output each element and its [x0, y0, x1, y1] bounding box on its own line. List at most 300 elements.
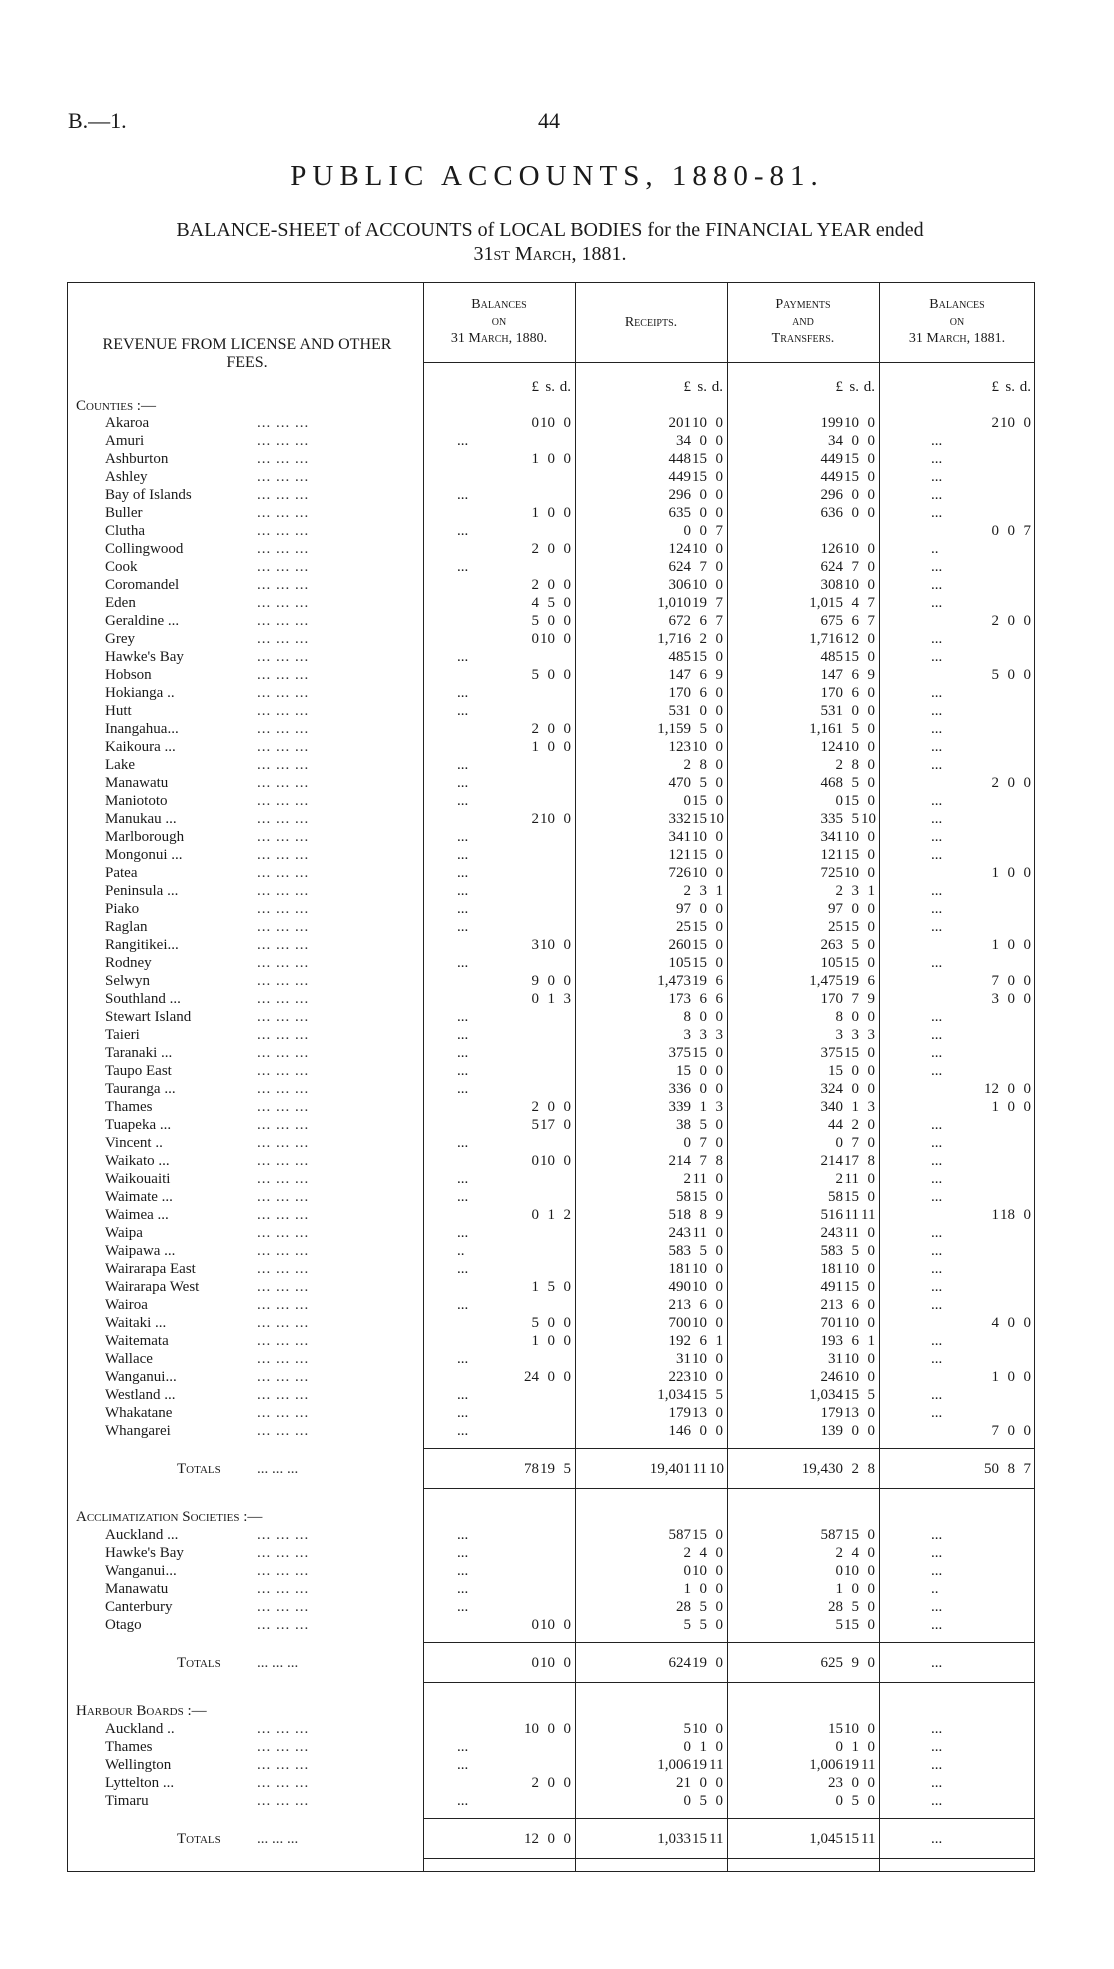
pounds-value: 0: [531, 1153, 539, 1169]
cell-receipts: [575, 1080, 727, 1098]
cell-bal1881: [879, 864, 1035, 882]
cell-bal1881: [879, 918, 1035, 936]
pence-value: 0: [1023, 937, 1031, 953]
col-bal2-line-3: 31 March, 1881.: [908, 331, 1006, 346]
unit-shilling: s.: [1005, 379, 1015, 395]
cell-text: ...: [931, 811, 943, 827]
leader-dots: ... ... ...: [257, 793, 310, 809]
shillings-value: 19: [692, 1757, 707, 1773]
shillings-value: 10: [844, 829, 859, 845]
shillings-value: 3: [699, 883, 707, 899]
pence-value: 0: [867, 1045, 875, 1061]
pence-value: 0: [563, 937, 571, 953]
pence-value: 0: [715, 631, 723, 647]
leader-dots: ... ... ...: [257, 1099, 310, 1115]
cell-payments: [727, 540, 879, 558]
local-body-name: Hawke's Bay: [105, 649, 184, 665]
table-row: [67, 1260, 1035, 1278]
pounds-value: 5: [531, 613, 539, 629]
cell-bal1881: [879, 1774, 1035, 1792]
pounds-value: 3: [683, 1027, 691, 1043]
pounds-value: 19,401: [649, 1461, 691, 1477]
cell-text: ...: [931, 1045, 943, 1061]
pounds-value: 0: [531, 631, 539, 647]
local-body-name: Waikouaiti: [105, 1171, 171, 1187]
pence-value: 0: [867, 1063, 875, 1079]
leader-dots: ... ... ...: [257, 1315, 310, 1331]
local-body-name: Piako: [105, 901, 140, 917]
local-body-name: Wanganui...: [105, 1563, 177, 1579]
pounds-value: 15: [676, 1063, 691, 1079]
leader-dots: ... ... ...: [257, 1793, 310, 1809]
pounds-value: 2: [835, 1171, 843, 1187]
shillings-value: 0: [1007, 667, 1015, 683]
pence-value: 0: [563, 1117, 571, 1133]
shillings-value: 10: [540, 1617, 555, 1633]
leader-dots: ... ... ...: [257, 559, 310, 575]
pounds-value: 2: [531, 577, 539, 593]
leader-dots: ... ... ...: [257, 433, 310, 449]
table-row: [67, 1062, 1035, 1080]
cell-bal1880: [423, 1152, 575, 1170]
shillings-value: 15: [844, 955, 859, 971]
pounds-value: 0: [683, 523, 691, 539]
cell-text: ...: [931, 1063, 943, 1079]
cell-text: ...: [931, 901, 943, 917]
shillings-value: 10: [692, 1261, 707, 1277]
shillings-value: 1: [547, 991, 555, 1007]
cell-bal1880: [423, 792, 575, 810]
pence-value: 0: [563, 631, 571, 647]
pounds-value: 1: [531, 505, 539, 521]
shillings-value: 0: [547, 577, 555, 593]
cell-bal1881: [879, 990, 1035, 1008]
pounds-value: 201: [668, 415, 691, 431]
pounds-value: 335: [820, 811, 843, 827]
table-row: [67, 1422, 1035, 1440]
pounds-value: 5: [683, 1721, 691, 1737]
shillings-value: 15: [692, 919, 707, 935]
cell-bal1880: [423, 1026, 575, 1044]
table-row: [67, 522, 1035, 540]
pence-value: 0: [867, 1775, 875, 1791]
cell-payments: [727, 1526, 879, 1544]
cell-text: ...: [931, 595, 943, 611]
totals-top-rule: [423, 1642, 1035, 1643]
table-row: [67, 1368, 1035, 1386]
pence-value: 0: [867, 1405, 875, 1421]
cell-payments: [727, 1008, 879, 1026]
pounds-value: 587: [668, 1527, 691, 1543]
leader-dots: ... ... ...: [257, 937, 310, 953]
pence-value: 1: [867, 883, 875, 899]
pence-value: 0: [563, 1655, 571, 1671]
shillings-value: 1: [851, 1099, 859, 1115]
cell-payments: [727, 756, 879, 774]
pence-value: 0: [715, 829, 723, 845]
cell-bal1880: [423, 1720, 575, 1738]
pence-value: 0: [715, 433, 723, 449]
local-body-name: Inangahua...: [105, 721, 179, 737]
table-row: [67, 774, 1035, 792]
cell-payments: [727, 882, 879, 900]
leader-dots: ... ... ...: [257, 919, 310, 935]
pence-value: 7: [1023, 1461, 1031, 1477]
shillings-value: 5: [699, 721, 707, 737]
cell-text: ..: [457, 1243, 465, 1259]
cell-bal1880: [423, 1008, 575, 1026]
pounds-value: 2: [531, 721, 539, 737]
cell-text: ...: [931, 1027, 943, 1043]
cell-bal1881: [879, 1368, 1035, 1386]
pounds-value: 3: [991, 991, 999, 1007]
table-row: [67, 1332, 1035, 1350]
pence-value: 0: [563, 739, 571, 755]
shillings-value: 10: [692, 577, 707, 593]
cell-bal1880: [423, 1460, 575, 1478]
shillings-value: 1: [547, 1207, 555, 1223]
pounds-value: 2: [991, 775, 999, 791]
cell-receipts: [575, 1526, 727, 1544]
cell-bal1880: [423, 810, 575, 828]
table-row: [67, 1720, 1035, 1738]
section-heading-text: Harbour Boards :—: [76, 1703, 207, 1719]
pence-value: 0: [1023, 1207, 1031, 1223]
pounds-value: 8: [835, 1009, 843, 1025]
cell-text: ...: [457, 1027, 469, 1043]
shillings-value: 19: [692, 595, 707, 611]
cell-receipts: [575, 1616, 727, 1634]
pence-value: 0: [867, 721, 875, 737]
cell-bal1881: [879, 1242, 1035, 1260]
cell-bal1880: [423, 450, 575, 468]
pounds-value: 341: [668, 829, 691, 845]
cell-text: ...: [931, 1351, 943, 1367]
cell-bal1881: [879, 1026, 1035, 1044]
pounds-value: 0: [683, 1135, 691, 1151]
pounds-value: 672: [668, 613, 691, 629]
shillings-value: 18: [1000, 1207, 1015, 1223]
cell-bal1880: [423, 882, 575, 900]
cell-receipts: [575, 702, 727, 720]
leader-dots: ... ... ...: [257, 847, 310, 863]
pence-value: 0: [715, 1581, 723, 1597]
leader-dots: ... ... ...: [257, 901, 310, 917]
pence-value: 10: [709, 811, 724, 827]
pounds-value: 214: [668, 1153, 691, 1169]
pence-value: 11: [861, 1831, 876, 1847]
pounds-value: 332: [668, 811, 691, 827]
pence-value: 0: [867, 1739, 875, 1755]
shillings-value: 6: [851, 685, 859, 701]
cell-bal1880: [423, 630, 575, 648]
leader-dots: ... ... ...: [257, 1279, 310, 1295]
shillings-value: 6: [699, 685, 707, 701]
shillings-value: 0: [547, 667, 555, 683]
cell-payments: [727, 450, 879, 468]
local-body-name: Raglan: [105, 919, 148, 935]
pence-value: 0: [1023, 1099, 1031, 1115]
local-body-name: Cook: [105, 559, 138, 575]
pence-value: 0: [563, 1279, 571, 1295]
cell-payments: [727, 468, 879, 486]
shillings-value: 15: [692, 847, 707, 863]
cell-receipts: [575, 1544, 727, 1562]
pence-value: 0: [867, 865, 875, 881]
table-row: [67, 612, 1035, 630]
pence-value: 0: [715, 685, 723, 701]
shillings-value: 10: [692, 1279, 707, 1295]
pence-value: 0: [867, 649, 875, 665]
pence-value: 0: [867, 451, 875, 467]
pounds-value: 587: [820, 1527, 843, 1543]
cell-receipts: [575, 1152, 727, 1170]
pounds-value: 2: [835, 757, 843, 773]
shillings-value: 5: [851, 811, 859, 827]
cell-text: ...: [457, 703, 469, 719]
pence-value: 7: [715, 523, 723, 539]
cell-bal1880: [423, 1830, 575, 1848]
shillings-value: 0: [1007, 1423, 1015, 1439]
cell-text: ...: [931, 1739, 943, 1755]
cell-payments: [727, 432, 879, 450]
cell-bal1881: [879, 504, 1035, 522]
shillings-value: 0: [547, 721, 555, 737]
local-body-name: Kaikoura ...: [105, 739, 176, 755]
shillings-value: 10: [844, 1369, 859, 1385]
table-row: [67, 414, 1035, 432]
shillings-value: 5: [851, 1599, 859, 1615]
pence-value: 0: [715, 937, 723, 953]
cell-receipts: [575, 1580, 727, 1598]
pounds-value: 1,045: [809, 1831, 843, 1847]
totals-label: Totals: [177, 1831, 221, 1847]
pence-value: 0: [563, 1333, 571, 1349]
totals-bottom-rule: [423, 1682, 1035, 1683]
cell-text: ...: [457, 1581, 469, 1597]
local-body-name: Peninsula ...: [105, 883, 179, 899]
leader-dots: ... ... ...: [257, 667, 310, 683]
pounds-value: 625: [820, 1655, 843, 1671]
cell-text: ...: [457, 1599, 469, 1615]
pounds-value: 531: [668, 703, 691, 719]
leader-dots: ... ... ...: [257, 973, 310, 989]
cell-bal1881: [879, 1314, 1035, 1332]
pence-value: 0: [867, 901, 875, 917]
cell-receipts: [575, 1026, 727, 1044]
cell-text: ...: [457, 757, 469, 773]
shillings-value: 6: [851, 667, 859, 683]
pounds-value: 0: [531, 1655, 539, 1671]
cell-bal1880: [423, 486, 575, 504]
pence-value: 0: [715, 901, 723, 917]
pounds-value: 179: [820, 1405, 843, 1421]
pounds-value: 470: [668, 775, 691, 791]
local-body-name: Taieri: [105, 1027, 140, 1043]
cell-bal1880: [423, 648, 575, 666]
pence-value: 0: [715, 469, 723, 485]
section-heading: [67, 1702, 1035, 1720]
shillings-value: 10: [844, 739, 859, 755]
cell-text: ...: [931, 1655, 943, 1671]
pence-value: 3: [715, 1027, 723, 1043]
pence-value: 0: [715, 505, 723, 521]
cell-payments: [727, 630, 879, 648]
table-row: [67, 702, 1035, 720]
shillings-value: 0: [547, 613, 555, 629]
pounds-value: 192: [668, 1333, 691, 1349]
cell-receipts: [575, 954, 727, 972]
local-body-name: Collingwood: [105, 541, 184, 557]
cell-bal1881: [879, 1188, 1035, 1206]
pounds-value: 170: [668, 685, 691, 701]
shillings-value: 10: [844, 577, 859, 593]
cell-text: ...: [931, 1757, 943, 1773]
cell-receipts: [575, 1134, 727, 1152]
cell-bal1880: [423, 522, 575, 540]
pounds-value: 2: [991, 415, 999, 431]
cell-text: ...: [457, 847, 469, 863]
cell-text: ...: [457, 829, 469, 845]
leader-dots: ... ... ...: [257, 415, 310, 431]
local-body-name: Lyttelton ...: [105, 1775, 175, 1791]
cell-payments: [727, 990, 879, 1008]
cell-text: ...: [457, 865, 469, 881]
cell-bal1880: [423, 846, 575, 864]
cell-payments: [727, 1720, 879, 1738]
cell-bal1881: [879, 666, 1035, 684]
table-row: [67, 936, 1035, 954]
cell-payments: [727, 864, 879, 882]
pence-value: 0: [1023, 415, 1031, 431]
shillings-value: 0: [699, 1009, 707, 1025]
shillings-value: 5: [851, 775, 859, 791]
cell-payments: [727, 504, 879, 522]
leader-dots: ... ... ...: [257, 757, 310, 773]
shillings-value: 10: [844, 415, 859, 431]
cell-bal1880: [423, 594, 575, 612]
cell-payments: [727, 576, 879, 594]
leader-dots: ... ... ...: [257, 613, 310, 629]
shillings-value: 0: [547, 1775, 555, 1791]
pounds-value: 214: [820, 1153, 843, 1169]
pounds-value: 0: [531, 1617, 539, 1633]
pence-value: 5: [715, 1387, 723, 1403]
pence-value: 0: [563, 1153, 571, 1169]
cell-bal1881: [879, 1278, 1035, 1296]
leader-dots: ... ... ...: [257, 1775, 310, 1791]
cell-receipts: [575, 774, 727, 792]
shillings-value: 0: [699, 1581, 707, 1597]
shillings-value: 0: [1007, 775, 1015, 791]
pence-value: 0: [715, 487, 723, 503]
cell-receipts: [575, 612, 727, 630]
cell-bal1880: [423, 1422, 575, 1440]
pounds-value: 1,006: [809, 1757, 843, 1773]
col-bal2-line-2: on: [949, 314, 965, 329]
pounds-value: 1,161: [809, 721, 843, 737]
table-row: [67, 594, 1035, 612]
pounds-value: 10: [524, 1721, 539, 1737]
table-row: [67, 792, 1035, 810]
pence-value: 9: [715, 667, 723, 683]
cell-text: ...: [457, 1081, 469, 1097]
pence-value: 0: [715, 1081, 723, 1097]
pounds-value: 2: [683, 883, 691, 899]
column-header-balances-1880: [423, 296, 575, 347]
cell-text: ...: [931, 757, 943, 773]
shillings-value: 0: [547, 1099, 555, 1115]
cell-payments: [727, 702, 879, 720]
cell-payments: [727, 1116, 879, 1134]
cell-payments: [727, 1580, 879, 1598]
local-body-name: Wellington: [105, 1757, 172, 1773]
cell-bal1881: [879, 720, 1035, 738]
shillings-value: 0: [851, 1009, 859, 1025]
pounds-value: 0: [683, 1793, 691, 1809]
cell-text: ...: [931, 1387, 943, 1403]
pence-value: 9: [715, 1207, 723, 1223]
shillings-value: 10: [540, 415, 555, 431]
cell-bal1880: [423, 558, 575, 576]
local-body-name: Maniototo: [105, 793, 168, 809]
pounds-value: 38: [676, 1117, 691, 1133]
shillings-value: 0: [699, 433, 707, 449]
cell-text: ...: [931, 1135, 943, 1151]
cell-text: ...: [931, 847, 943, 863]
cell-payments: [727, 1830, 879, 1848]
pence-value: 0: [867, 577, 875, 593]
pence-value: 0: [715, 649, 723, 665]
pounds-value: 336: [668, 1081, 691, 1097]
table-row: [67, 720, 1035, 738]
pence-value: 0: [715, 721, 723, 737]
leader-dots: ... ... ...: [257, 631, 310, 647]
pounds-value: 1,034: [657, 1387, 691, 1403]
table-row: [67, 1098, 1035, 1116]
pence-value: 0: [715, 1225, 723, 1241]
pounds-value: 105: [668, 955, 691, 971]
cell-payments: [727, 612, 879, 630]
shillings-value: 0: [547, 1315, 555, 1331]
pence-value: 0: [1023, 667, 1031, 683]
pence-value: 9: [867, 991, 875, 1007]
cell-receipts: [575, 882, 727, 900]
cell-text: ...: [457, 523, 469, 539]
pence-value: 0: [715, 541, 723, 557]
local-body-name: Lake: [105, 757, 135, 773]
local-body-name: Ashburton: [105, 451, 169, 467]
pence-value: 0: [867, 919, 875, 935]
pence-value: 0: [867, 1189, 875, 1205]
pence-value: 0: [867, 1369, 875, 1385]
pounds-value: 4: [531, 595, 539, 611]
pence-value: 0: [563, 667, 571, 683]
shillings-value: 7: [699, 1135, 707, 1151]
leader-dots: ... ... ...: [257, 1369, 310, 1385]
pounds-value: 624: [668, 559, 691, 575]
pence-value: 11: [861, 1207, 876, 1223]
pence-value: 0: [867, 1351, 875, 1367]
shillings-value: 8: [1007, 1461, 1015, 1477]
table-row: [67, 1296, 1035, 1314]
table-row: [67, 1044, 1035, 1062]
cell-payments: [727, 1774, 879, 1792]
shillings-value: 10: [692, 865, 707, 881]
shillings-value: 19: [844, 1757, 859, 1773]
local-body-name: Grey: [105, 631, 135, 647]
leader-dots: ... ... ...: [257, 829, 310, 845]
